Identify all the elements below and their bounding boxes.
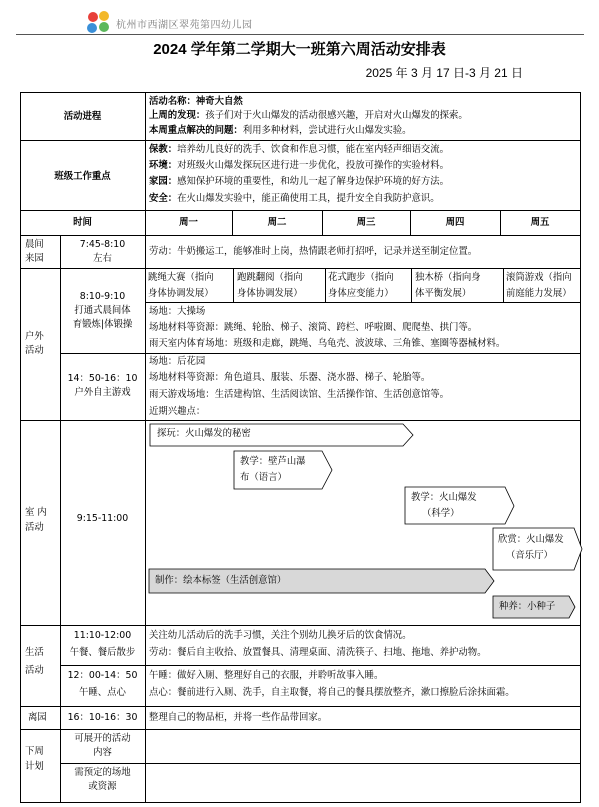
morning-time-2: 左右 — [93, 253, 112, 264]
outdoor-label-2: 活动 — [25, 345, 44, 356]
indoor-teach2-line2: （科学） — [422, 508, 460, 519]
indoor-enjoy-line1: 欣赏：火山爆发 — [498, 534, 564, 545]
column-header-time: 时间 — [73, 217, 92, 228]
life-slot2-line2: 点心：餐前进行入厕、洗手，自主取餐，将自己的餐具摆放整齐，漱口擦脸后涂抹面霜。 — [149, 687, 515, 698]
outdoor-slot1-rainy: 雨天室内体育场地：班级和走廊，跳绳、乌龟壳、波波球、三角锥、塞圈等器械材料。 — [149, 338, 506, 349]
class-focus-label: 班级工作重点 — [54, 171, 111, 182]
nextweek-label-2: 计划 — [25, 761, 44, 772]
outdoor-slot2-time-1: 14：50-16：10 — [67, 373, 138, 384]
outdoor-slot1-time-2: 打通式晨间体 — [74, 305, 131, 316]
activity-name: 活动名称：神奇大自然 — [149, 96, 243, 107]
week-focus: 本周重点解决的问题：利用多种材料，尝试进行火山爆发实验。 — [149, 125, 412, 136]
life-slot1-time-1: 11:10-12:00 — [73, 630, 132, 641]
focus-item-environment: 环境：对班级火山爆发探玩区进行进一步优化，投放可操作的实验材料。 — [149, 160, 450, 171]
outdoor-tuesday: 跑跳翻阅（指向 身体协调发展） — [237, 272, 303, 299]
indoor-explore: 探玩：火山爆发的秘密 — [157, 428, 251, 439]
indoor-time: 9:15-11:00 — [76, 513, 129, 524]
life-label-1: 生活 — [25, 647, 44, 658]
life-slot2-line1: 午睡：做好入厕、整理好自己的衣服，并聆听故事入睡。 — [149, 670, 384, 681]
life-slot1-line2: 劳动：餐后自主收拾、放置餐具、清理桌面、清洗筷子、扫地、拖地、养护动物。 — [149, 647, 487, 658]
focus-item-home: 家园：感知保护环境的重要性，和幼儿一起了解身边保护环境的好方法。 — [149, 176, 450, 187]
indoor-make: 制作：绘本标签（生活创意馆） — [155, 575, 287, 586]
outdoor-slot2-materials: 场地材料等资源：角色道具、服装、乐器、浇水器、梯子、轮胎等。 — [149, 372, 431, 383]
column-header-thursday: 周四 — [445, 217, 465, 228]
life-slot1-line1: 关注幼儿活动后的洗手习惯，关注个别幼儿换牙后的饮食情况。 — [149, 630, 412, 641]
nextweek-activities-2: 内容 — [93, 747, 112, 758]
page-title: 2024 学年第二学期大一班第六周活动安排表 — [153, 41, 446, 58]
outdoor-slot2-recent: 近期兴趣点： — [149, 406, 206, 417]
indoor-teach1-line2: 布（语言） — [240, 472, 287, 483]
indoor-teach2-line1: 教学：火山爆发 — [411, 492, 477, 503]
life-slot2-time-1: 12：00-14：50 — [67, 670, 138, 681]
indoor-teach1-line1: 教学：壁芦山瀑 — [240, 456, 306, 467]
last-week-discovery: 上周的发现：孩子们对于火山爆发的活动很感兴趣，开启对火山爆发的探索。 — [149, 110, 468, 121]
column-header-monday: 周一 — [179, 217, 198, 228]
indoor-plant: 种养：小种子 — [499, 601, 556, 612]
leave-time: 16：10-16：30 — [67, 712, 138, 723]
morning-label-1: 晨间 — [25, 239, 44, 250]
outdoor-label-1: 户外 — [25, 331, 44, 342]
outdoor-slot2-time-2: 户外自主游戏 — [74, 387, 131, 398]
outdoor-slot2-rainy: 雨天游戏场地：生活建构馆、生活阅读馆、生活操作馆、生活创意馆等。 — [149, 389, 450, 400]
leave-content: 整理自己的物品柜，并将一些作品带回家。 — [149, 712, 328, 723]
outdoor-wednesday: 花式跑步（指向 身体应变能力） — [328, 272, 394, 299]
nextweek-label-1: 下周 — [25, 746, 44, 757]
life-slot2-time-2: 午睡、点心 — [79, 687, 126, 698]
outdoor-slot1-time-1: 8:10-9:10 — [79, 291, 126, 302]
morning-label-2: 来园 — [25, 253, 44, 264]
indoor-enjoy-line2: （音乐厅） — [506, 550, 553, 561]
nextweek-resources-2: 或资源 — [88, 781, 117, 792]
activity-label: 活动进程 — [63, 111, 102, 122]
date-range: 2025 年 3 月 17 日-3 月 21 日 — [365, 66, 523, 80]
column-header-friday: 周五 — [530, 217, 550, 228]
outdoor-slot1-materials: 场地材料等资源：跳绳、轮胎、梯子、滚筒、跨栏、呼啦圈、爬爬垫、拱门等。 — [149, 322, 478, 333]
outdoor-thursday: 独木桥（指向身 体平衡发展） — [415, 272, 481, 299]
life-slot1-time-2: 午餐、餐后散步 — [69, 647, 136, 658]
outdoor-slot1-venue: 场地：大操场 — [149, 306, 206, 317]
life-label-2: 活动 — [25, 665, 44, 676]
leave-label: 离园 — [28, 712, 47, 723]
school-name: 杭州市西湖区翠苑第四幼儿园 — [116, 19, 253, 31]
outdoor-friday: 滚筒游戏（指向 前庭能力发展） — [506, 272, 572, 299]
column-header-tuesday: 周二 — [267, 217, 287, 228]
morning-content: 劳动：牛奶搬运工，能够准时上岗，热情跟老师打招呼，记录并送至制定位置。 — [149, 246, 478, 257]
column-header-wednesday: 周三 — [356, 217, 376, 228]
focus-item-safety: 安全：在火山爆发实验中，能正确使用工具，提升安全自我防护意识。 — [149, 193, 440, 204]
morning-time-1: 7:45-8:10 — [79, 239, 126, 250]
nextweek-resources-1: 需预定的场地 — [74, 767, 131, 778]
indoor-label-2: 活动 — [25, 522, 44, 533]
outdoor-slot1-time-3: 育锻炼|体锻操 — [72, 319, 133, 330]
outdoor-monday: 跳绳大赛（指向 身体协调发展） — [148, 272, 214, 299]
indoor-label-1: 室 内 — [25, 507, 47, 518]
outdoor-slot2-venue: 场地：后花园 — [149, 356, 206, 367]
nextweek-activities-1: 可展开的活动 — [74, 733, 131, 744]
focus-item-care: 保教：培养幼儿良好的洗手、饮食和作息习惯，能在室内轻声细语交流。 — [149, 144, 450, 155]
